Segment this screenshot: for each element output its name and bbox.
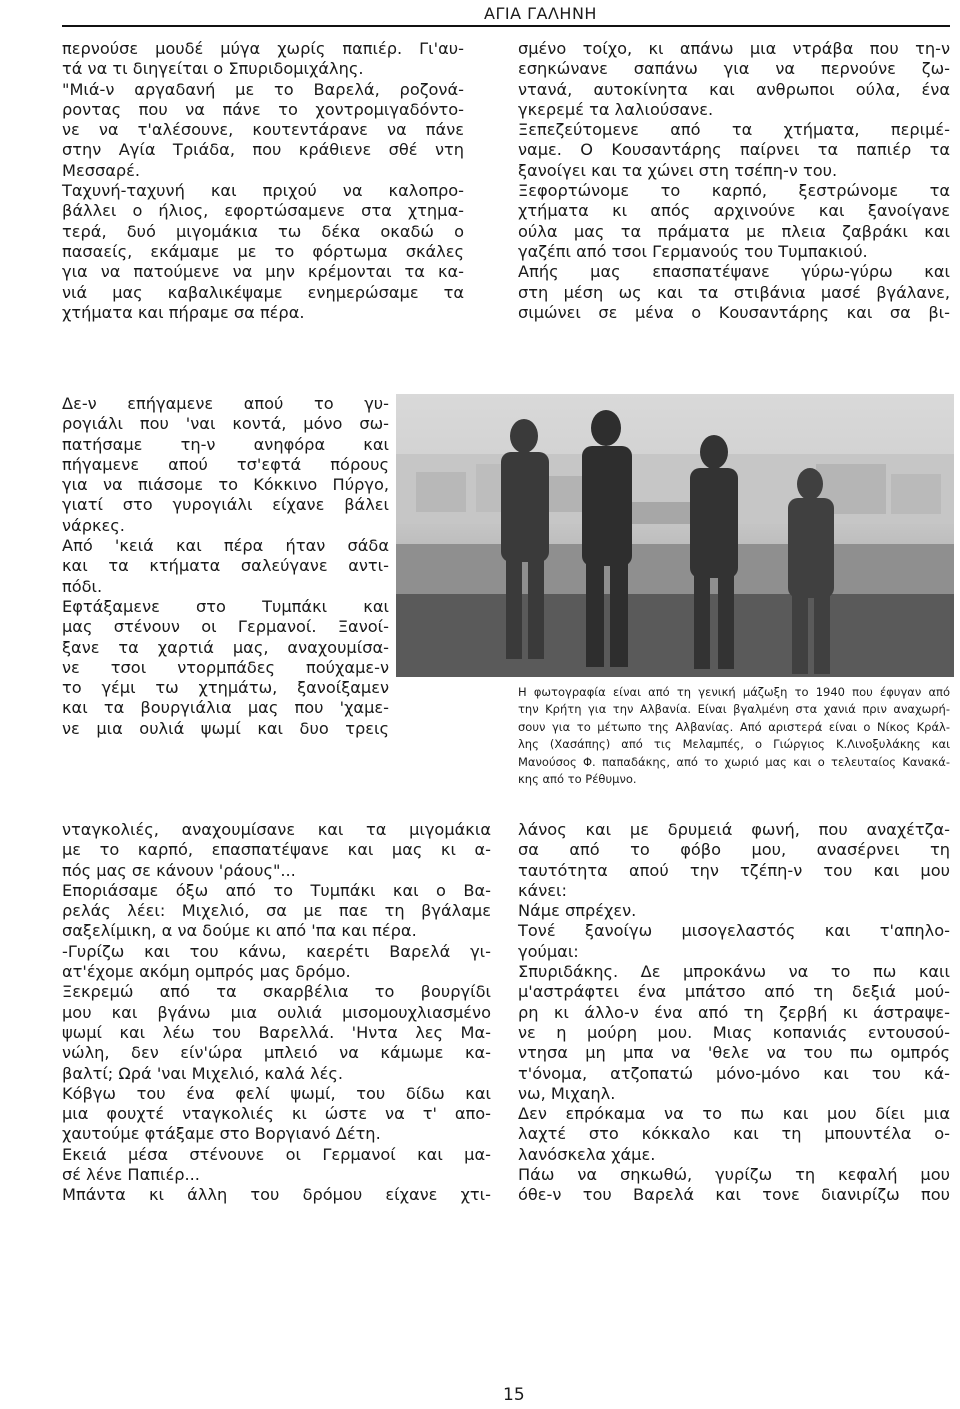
text-line: σμένο τοίχο, κι απάνω μια ντράβα που τη-ν (518, 39, 950, 58)
text-line: πατήσαμε τη-ν ανηφόρα και (62, 434, 389, 454)
text-line: λανόσκελα χάμε. (518, 1144, 656, 1164)
text-line: μας στένουν οι Γερμανοί. Ξανοί- (62, 617, 389, 637)
photo-caption (518, 684, 950, 788)
text-line: χτήματα κι απός αρχινούνε και ξανοίγανε (518, 201, 950, 221)
soldiers-photo-illustration (396, 394, 954, 677)
text-line: Δε-ν επήγαμενε απού το γυ- (62, 394, 389, 413)
text-line: ούλα μας τα πράματα με πλεια ζαβράκι και (518, 221, 950, 241)
text-line: γκερεμέ τα λαλιούσανε. (518, 99, 714, 119)
text-line: βαλτί; Ωρά 'ναι Μιχελιό, καλά λές. (62, 1063, 344, 1083)
text-line: μου και βγάνω μια ουλιά μισομουχλιασμένο (62, 1002, 491, 1022)
text-line: λης (Χασάπης) από τις Μελαμπές, ο Γιώργιος Κ.Λινοξυλάκης και (518, 737, 950, 752)
text-line: γαζέπι από τσοι Γερμανούς του Τυμπακιού. (518, 241, 868, 261)
text-line: λάνος και με δρυμειά φωνή, που αναχέτζα- (518, 820, 950, 839)
text-line: ροντας που να πάνε το χοντρομιγαδόντο- (62, 99, 464, 119)
text-line: ναμε. Ο Κουσαντάρης παίρνει τα παπιέρ τα (518, 140, 950, 160)
text-line: πήγαμενε απού τσ'εφτά πόρους (62, 454, 389, 474)
text-line: για να πιάσομε το Κόκκινο Πύργο, (62, 475, 389, 495)
text-line: μ'αστράφτει ένα μπάτσο από τη δεξιά μού- (518, 982, 950, 1002)
text-line: ρη κι άλλο-ν ένα από τη ζερβή κι άστραψε- (518, 1002, 950, 1022)
text-line: ξανοίγει και τα χώνει στη τσέπη-ν του. (518, 160, 838, 180)
text-line: Μεσσαρέ. (62, 160, 141, 180)
text-line: Ξεπεζεύτομενε από τα χτήματα, περιμέ- (518, 120, 950, 140)
text-line: Τονέ ξανοίγω μισογελαστός και τ'απηλο- (518, 921, 950, 941)
text-line: γιατί στο γυρογιάλι είχανε βάλει (62, 495, 389, 515)
text-line: σαξελίμικη, α να δούμε κι από 'πα και πέρα. (62, 921, 417, 941)
text-line: κάνει: (518, 880, 567, 900)
text-line: χαυτούμε φτάξαμε στο Βοργιανό Δέτη. (62, 1124, 381, 1144)
text-line: πός μας σε κάνουν 'ράους"... (62, 860, 296, 880)
text-line: με το καρπό, επασπατέψανε και μας κι α- (62, 840, 491, 860)
soldiers-photo (396, 394, 954, 677)
running-header-title: ΑΓΙΑ ΓΑΛΗΝΗ (484, 4, 597, 23)
text-line: νταγκολιές, αναχουμίσανε και τα μιγομάκια (62, 820, 491, 839)
text-line: και τα κτήματα σαλεύγανε αντι- (62, 556, 389, 576)
text-line: νώλη, δεν είν'ώρα μπλειό να κάμωμε κα- (62, 1043, 491, 1063)
text-line: περνούσε μουδέ μύγα χωρίς παπιέρ. Γι'αυ- (62, 39, 464, 58)
text-line: χτήματα και πήραμε σα πέρα. (62, 302, 305, 322)
text-line: ψωμί και λέω του Βαρελλά. 'Ηντα λες Μα- (62, 1022, 491, 1042)
text-line: Εκειά μέσα στένουνε οι Γερμανοί και μα- (62, 1144, 491, 1164)
text-line: Απής μας επασπατέψανε γύρω-γύρω και (518, 262, 950, 282)
text-line: ντανά, αυτοκίνητα και ανθρωποι ούλα, ένα (518, 79, 950, 99)
text-line: νε τσοι ντορμπάδες πούχαμε-ν (62, 657, 389, 677)
text-line: Κόβγω του ένα φελί ψωμί, του δίδω και (62, 1083, 491, 1103)
text-line: Σπυριδάκης. Δε μπροκάνω να το πω καιι (518, 962, 950, 982)
text-line: και τα βουργιάλια μας που 'χαμε- (62, 698, 389, 718)
text-line: "Μιά-ν αργαδανή με το Βαρελά, ροζονά- (62, 79, 464, 99)
text-line: στη μέση ως και τα στιβάνια μασέ βγάλανε, (518, 282, 950, 302)
text-line: Εφτάξαμενε στο Τυμπάκι και (62, 596, 389, 616)
text-line: ντησα μη μπα να 'θελε να του πω ομπρός (518, 1043, 950, 1063)
text-line: νιά μας καβαλικέψαμε ενημερώσαμε τα (62, 282, 464, 302)
page-number: 15 (503, 1385, 525, 1405)
text-line: Νάμε σπρέχεν. (518, 901, 637, 921)
text-line: τά να τι διηγείται ο Σπυριδομιχάλης. (62, 59, 364, 79)
text-line: τ'όνομα, ατζοπατώ μόνο-μόνο και του κά- (518, 1063, 950, 1083)
text-line: Δεν επρόκαμα να το πω και μου δίει μια (518, 1104, 950, 1124)
text-line: πασαείς, εκάμαμε με το φόρτωμα σκάλες (62, 241, 464, 261)
text-line: για να πατούμενε να μην κρέμονται τα κα- (62, 262, 464, 282)
text-line: όθε-ν του Βαρελά και τονε διανιρίζω που (518, 1185, 950, 1205)
text-line: νε να τ'αλέσουνε, κουτεντάρανε να πάνε (62, 120, 464, 140)
text-line: ξανε τα χαρτιά μας, αναχουμίσα- (62, 637, 389, 657)
text-line: νω, Μιχαηλ. (518, 1083, 616, 1103)
text-line: ατ'έχομε ακόμη ομπρός μας δρόμο. (62, 962, 351, 982)
text-line: εσηκώνανε σαπάνω για να περνούνε ζω- (518, 59, 950, 79)
text-line: λαχτέ στο κόκκαλο και τη μπουντέλα ο- (518, 1124, 950, 1144)
text-line: ταυτότητα απού την τζέπη-ν του και μου (518, 860, 950, 880)
text-line: νάρκες. (62, 515, 125, 535)
text-line: νε μια ουλιά ψωμί και δυο τρεις (62, 718, 389, 738)
text-line: σιμώνει σε μένα ο Κουσαντάρης και σα βι- (518, 302, 950, 322)
text-line: Μανούσος Φ. παπαδάκης, από το χωριό μας και ο τελευταίος Κανακά- (518, 754, 950, 769)
text-line: σέ λένε Παπιέρ... (62, 1165, 200, 1185)
text-line: Από 'κειά και πέρα ήταν σάδα (62, 536, 389, 556)
text-line: γούμαι: (518, 941, 579, 961)
left-column-bottom-text (62, 820, 491, 1206)
text-line: Η φωτογραφία είναι από τη γενική μάζωξη το 1940 που έφυγαν από (518, 685, 950, 699)
text-line: Ξεφορτώνομε το καρπό, ξεστρώνομε τα (518, 181, 950, 201)
text-line: μια φουχτέ νταγκολιές κι ώστε να τ' απο- (62, 1104, 491, 1124)
text-line: σα από το φόβο μου, ανασέρνει τη (518, 840, 950, 860)
text-line: βάλλει ο ήλιος, εφορτώσαμενε στα χτημα- (62, 201, 464, 221)
left-column-top-text (62, 39, 464, 323)
text-line: τερά, δυό μιγομάκια τω δέκα οκαδώ ο (62, 221, 464, 241)
text-line: το γέμι τω χτημάτω, ξανοίξαμεν (62, 678, 389, 698)
text-line: πόδι. (62, 576, 103, 596)
right-column-bottom-text (518, 820, 950, 1206)
text-line: -Γυρίζω και του κάνω, καερέτι Βαρελά γι- (62, 941, 491, 961)
text-line: Ξεκρεμώ από τα σκαρβέλια το βουργίδι (62, 982, 491, 1002)
text-line: την Κρήτη για την Αλβανία. Είναι βγαλμένη στα χανιά πριν αναχωρή- (518, 702, 950, 717)
text-line: Εποριάσαμε όξω από το Τυμπάκι και ο Βα- (62, 880, 491, 900)
text-line: κης από το Ρέθυμνο. (518, 772, 637, 787)
text-line: ρελάς λέει: Μιχελιό, σα με παε τη βγάλαμε (62, 901, 491, 921)
text-line: στην Αγία Τριάδα, που κράθιενε σθέ ντη (62, 140, 464, 160)
right-column-top-text (518, 39, 950, 323)
text-line: σουν για το μέτωπο της Αλβανίας. Από αριστερά είναι ο Νίκος Κράλ- (518, 719, 950, 734)
text-line: νε η μούρη μου. Μιας κοπανιάς εντουσού- (518, 1022, 950, 1042)
text-line: ρογιάλι που 'ναι κοντά, μόνο σω- (62, 414, 389, 434)
left-column-mid-text (62, 394, 389, 739)
text-line: Πάω να σηκωθώ, γυρίζω τη κεφαλή μου (518, 1165, 950, 1185)
text-line: Μπάντα κι άλλη του δρόμου είχανε χτι- (62, 1185, 491, 1205)
header-rule (62, 25, 950, 27)
text-line: Ταχυνή-ταχυνή και πριχού να καλοπρο- (62, 181, 464, 201)
